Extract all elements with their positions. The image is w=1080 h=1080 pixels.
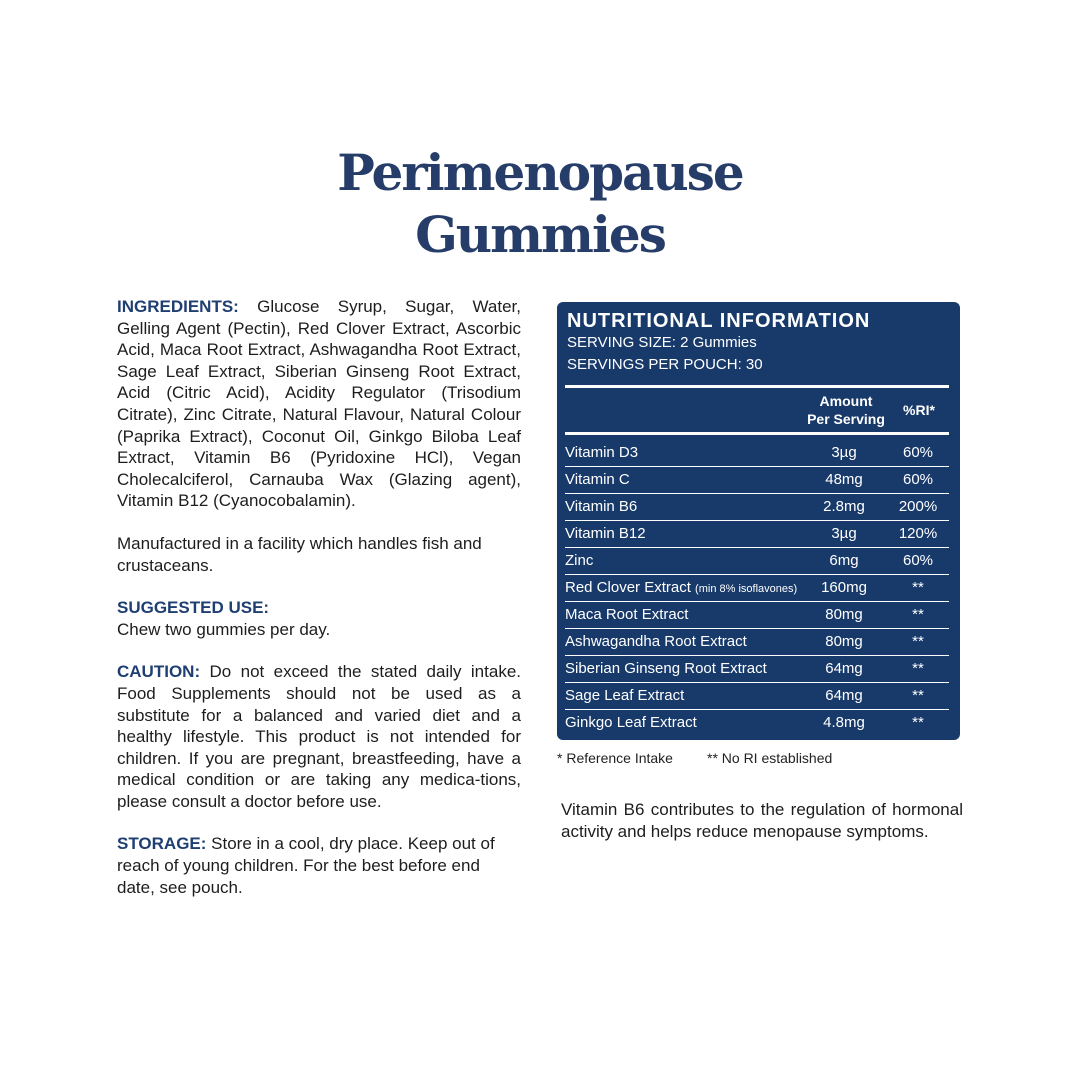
nutrient-amount: 64mg	[825, 687, 863, 704]
storage-section	[117, 833, 521, 898]
caution-label: CAUTION:	[117, 662, 201, 682]
nutrient-name	[565, 660, 767, 677]
nutrient-name-text: Zinc	[565, 552, 594, 569]
nutrient-ri: **	[912, 606, 924, 623]
nutrient-ri: **	[912, 633, 924, 650]
nutrient-name	[565, 471, 630, 488]
nutrient-name	[565, 498, 637, 515]
amount-header-line-1: Amount	[819, 393, 873, 409]
nutrient-ri: **	[912, 660, 924, 677]
ri-header: %RI*	[903, 402, 935, 418]
nutrient-name-text: Vitamin B6	[565, 498, 638, 515]
caution-section	[117, 661, 521, 812]
nutrition-row	[565, 628, 949, 656]
nutrient-ri: 60%	[902, 444, 934, 461]
nutrient-name	[565, 633, 747, 650]
storage-label: STORAGE:	[117, 834, 207, 854]
nutrient-name-text: Vitamin B12	[565, 525, 646, 542]
nutrition-title: NUTRITIONAL INFORMATION	[567, 310, 871, 332]
nutrient-name	[565, 579, 797, 596]
amount-header	[795, 392, 897, 428]
nutrient-amount: 48mg	[825, 471, 863, 488]
nutrient-name	[565, 687, 684, 704]
nutrient-amount: 4.8mg	[823, 714, 865, 731]
nutrient-amount: 2.8mg	[823, 498, 865, 515]
amount-header-line-2: Per Serving	[807, 411, 885, 427]
nutrient-ri: 60%	[902, 552, 934, 569]
nutrition-row	[565, 682, 949, 710]
facility-note: Manufactured in a facility which handles fish and crustaceans.	[117, 533, 482, 575]
nutrition-row	[565, 493, 949, 521]
serving-size: SERVING SIZE: 2 Gummies	[567, 334, 757, 351]
header-divider-bottom	[565, 432, 949, 435]
nutrition-row	[565, 574, 949, 602]
suggested-use-section	[117, 597, 521, 640]
nutrient-amount: 80mg	[825, 606, 863, 623]
nutrient-name-text: Vitamin D3	[565, 444, 639, 461]
nutrient-ri: **	[912, 714, 924, 731]
nutrient-ri: 60%	[902, 471, 934, 488]
nutrient-amount: 3µg	[831, 444, 857, 461]
nutrient-name-text: Siberian Ginseng Root Extract	[565, 660, 767, 677]
no-ri-footnote: ** No RI established	[707, 750, 833, 766]
nutrition-row	[565, 655, 949, 683]
label-text-column	[117, 296, 521, 919]
storage-text: Store in a cool, dry place. Keep out of reach of young children. For the best before end date, see pouch.	[117, 834, 495, 897]
nutrition-row	[565, 601, 949, 629]
nutrient-name-text: Red Clover Extract	[565, 579, 691, 596]
nutrition-row	[565, 520, 949, 548]
ri-footnote: * Reference Intake	[557, 750, 673, 766]
nutrition-row	[565, 466, 949, 494]
nutrient-ri: **	[912, 579, 924, 596]
product-title-line-1: Perimenopause	[337, 143, 743, 202]
nutrient-name	[565, 714, 697, 731]
nutrient-name-text: Sage Leaf Extract	[565, 687, 685, 704]
nutrient-amount: 80mg	[825, 633, 863, 650]
nutrient-name-text: Vitamin C	[565, 471, 630, 488]
nutrient-amount: 64mg	[825, 660, 863, 677]
nutrient-name-text: Ginkgo Leaf Extract	[565, 714, 697, 731]
nutrient-name	[565, 552, 593, 569]
nutrient-name	[565, 525, 646, 542]
nutrient-name-text: Maca Root Extract	[565, 606, 689, 623]
nutrient-amount: 160mg	[821, 579, 867, 596]
product-title	[0, 142, 1080, 266]
nutrient-name	[565, 606, 688, 623]
product-title-line-2: Gummies	[415, 205, 665, 264]
nutrient-ri: 120%	[898, 525, 938, 542]
caution-text: Do not exceed the stated daily intake. Food Supplements should not be used as a substitute for a balanced and varied diet and a healthy lifestyle. This product is not intended for children. If you are pregnant, breastfeeding, have a medical condition or are taking any medica-tions, please consult a doctor before use.	[117, 662, 521, 811]
nutrient-ri: **	[912, 687, 924, 704]
servings-per-pouch: SERVINGS PER POUCH: 30	[567, 356, 763, 373]
suggested-use-label: SUGGESTED USE:	[117, 598, 270, 618]
ingredients-text: Glucose Syrup, Sugar, Water, Gelling Agent (Pectin), Red Clover Extract, Ascorbic Acid, Maca Root Extract, Ashwagandha Root Extract, Sage Leaf Extract, Siberian Ginseng Root Extract, Acid (Citric Acid), Acidity Regulator (Trisodium Citrate), Zinc Citrate, Natural Flavour, Natural Colour (Paprika Extract), Coconut Oil, Ginkgo Biloba Leaf Extract, Vitamin B6 (Pyridoxine HCl), Vegan Cholecalciferol, Carnauba Wax (Glazing agent), Vitamin B12 (Cyanocobalamin).	[117, 297, 521, 511]
suggested-use-text: Chew two gummies per day.	[117, 619, 331, 639]
nutrition-row	[565, 547, 949, 575]
nutrition-panel	[557, 302, 960, 740]
ingredients-section	[117, 296, 521, 512]
nutrient-name-text: Ashwagandha Root Extract	[565, 633, 747, 650]
ingredients-label: INGREDIENTS:	[117, 297, 239, 316]
nutrient-note: (min 8% isoflavones)	[695, 583, 798, 595]
nutrition-row	[565, 709, 949, 736]
nutrient-ri: 200%	[898, 498, 938, 515]
health-claim: Vitamin B6 contributes to the regulation of hormonal activity and helps reduce menopause symptoms.	[561, 800, 963, 841]
nutrient-amount: 3µg	[831, 525, 857, 542]
nutrient-amount: 6mg	[829, 552, 859, 569]
nutrient-name	[565, 444, 638, 461]
header-divider-top	[565, 385, 949, 388]
nutrition-row	[565, 439, 949, 467]
